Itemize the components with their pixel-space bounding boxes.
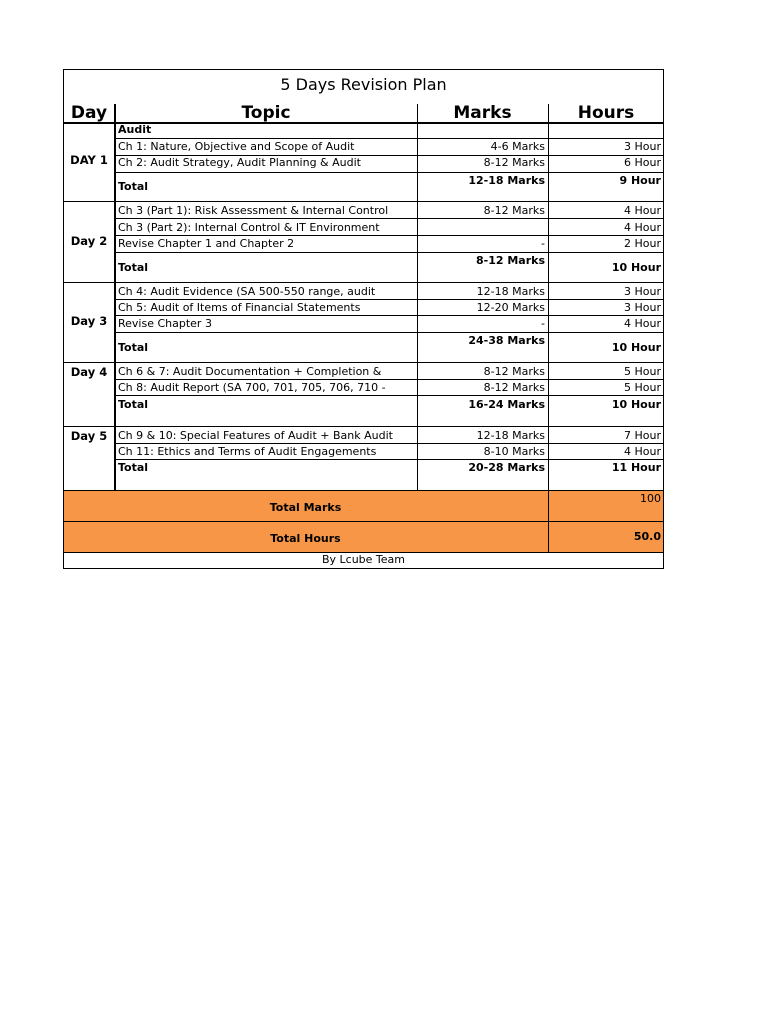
- marks-cell: 8-12 Marks: [483, 204, 545, 217]
- row-rule: [115, 138, 664, 139]
- total-label: Total: [118, 180, 149, 193]
- day-label-3: Day 3: [70, 314, 108, 328]
- total-hours-value: 50.0: [633, 530, 661, 543]
- header-rule: [63, 122, 664, 124]
- row-rule: [115, 395, 664, 396]
- topic-cell: Audit: [118, 123, 152, 136]
- total-label: Total: [118, 461, 149, 474]
- total-label: Total: [118, 341, 149, 354]
- day-label-4: Day 4: [70, 365, 108, 379]
- total-marks-cell: 12-18 Marks: [468, 174, 545, 187]
- hours-cell: 3 Hour: [624, 140, 661, 153]
- hours-cell: 5 Hour: [624, 381, 661, 394]
- topic-cell: Ch 11: Ethics and Terms of Audit Engagements: [118, 445, 377, 458]
- header-hours: Hours: [577, 103, 635, 123]
- row-rule: [115, 443, 664, 444]
- hours-cell: 4 Hour: [624, 317, 661, 330]
- marks-cell: 8-12 Marks: [483, 381, 545, 394]
- hours-cell: 5 Hour: [624, 365, 661, 378]
- topic-cell: Ch 4: Audit Evidence (SA 500-550 range, audit: [118, 285, 376, 298]
- hours-cell: 2 Hour: [624, 237, 661, 250]
- row-rule: [115, 299, 664, 300]
- row-rule: [115, 252, 664, 253]
- row-rule: [115, 315, 664, 316]
- row-rule: [115, 379, 664, 380]
- marks-cell: -: [541, 237, 545, 250]
- topic-cell: Ch 2: Audit Strategy, Audit Planning & Audit: [118, 156, 361, 169]
- revision-plan-table: [63, 69, 664, 569]
- total-marks-cell: 20-28 Marks: [468, 461, 545, 474]
- border-left: [63, 69, 64, 569]
- hours-cell: 4 Hour: [624, 221, 661, 234]
- row-rule: [115, 235, 664, 236]
- topic-cell: Ch 5: Audit of Items of Financial Statements: [118, 301, 361, 314]
- total-marks-cell: 16-24 Marks: [468, 398, 545, 411]
- total-hours-cell: 11 Hour: [611, 461, 661, 474]
- total-hours-cell: 10 Hour: [611, 398, 661, 411]
- row-rule: [115, 332, 664, 333]
- topic-cell: Ch 1: Nature, Objective and Scope of Audit: [118, 140, 355, 153]
- hours-cell: 6 Hour: [624, 156, 661, 169]
- marks-cell: 8-12 Marks: [483, 156, 545, 169]
- hours-cell: 3 Hour: [624, 301, 661, 314]
- total-label: Total: [118, 398, 149, 411]
- border-top: [63, 69, 664, 70]
- border-right: [663, 69, 664, 569]
- total-hours-cell: 9 Hour: [619, 174, 661, 187]
- day-rule: [63, 362, 664, 363]
- row-rule: [115, 155, 664, 156]
- topic-cell: Ch 3 (Part 1): Risk Assessment & Internal Control: [118, 204, 389, 217]
- total-marks-label: Total Marks: [269, 501, 342, 514]
- day-rule: [63, 282, 664, 283]
- topic-cell: Ch 3 (Part 2): Internal Control & IT Environment: [118, 221, 380, 234]
- summary-rule: [63, 552, 664, 553]
- row-rule: [115, 218, 664, 219]
- topic-cell: Ch 9 & 10: Special Features of Audit + Bank Audit: [118, 429, 393, 442]
- day-rule: [63, 490, 664, 491]
- topic-cell: Revise Chapter 3: [118, 317, 212, 330]
- total-hours-label: Total Hours: [270, 532, 341, 545]
- header-marks: Marks: [453, 103, 512, 123]
- day-rule: [63, 201, 664, 202]
- marks-cell: 12-20 Marks: [476, 301, 545, 314]
- footer-credit: By Lcube Team: [321, 553, 406, 566]
- row-rule: [115, 172, 664, 173]
- sheet-title: 5 Days Revision Plan: [280, 75, 447, 94]
- hours-cell: 3 Hour: [624, 285, 661, 298]
- topic-cell: Ch 6 & 7: Audit Documentation + Completion &: [118, 365, 382, 378]
- divider-day: [114, 104, 116, 490]
- summary-rule: [63, 521, 664, 522]
- day-label-5: Day 5: [70, 429, 108, 443]
- total-hours-cell: 10 Hour: [611, 341, 661, 354]
- marks-cell: 12-18 Marks: [476, 285, 545, 298]
- total-marks-cell: 24-38 Marks: [468, 334, 545, 347]
- day-rule: [63, 426, 664, 427]
- marks-cell: -: [541, 317, 545, 330]
- total-marks-cell: 8-12 Marks: [475, 254, 545, 267]
- hours-cell: 7 Hour: [624, 429, 661, 442]
- header-topic: Topic: [241, 103, 291, 123]
- total-hours-cell: 10 Hour: [611, 261, 661, 274]
- hours-cell: 4 Hour: [624, 445, 661, 458]
- day-label-2: Day 2: [70, 234, 108, 248]
- divider-topic: [417, 104, 418, 490]
- marks-cell: 8-12 Marks: [483, 365, 545, 378]
- row-rule: [115, 459, 664, 460]
- header-day: Day: [70, 103, 108, 123]
- day-label-1: DAY 1: [70, 153, 108, 167]
- total-label: Total: [118, 261, 149, 274]
- border-bottom: [63, 568, 664, 569]
- hours-cell: 4 Hour: [624, 204, 661, 217]
- topic-cell: Revise Chapter 1 and Chapter 2: [118, 237, 295, 250]
- marks-cell: 8-10 Marks: [483, 445, 545, 458]
- total-marks-value: 100: [640, 492, 661, 505]
- marks-cell: 12-18 Marks: [476, 429, 545, 442]
- marks-cell: 4-6 Marks: [490, 140, 545, 153]
- topic-cell: Ch 8: Audit Report (SA 700, 701, 705, 706, 710 -: [118, 381, 386, 394]
